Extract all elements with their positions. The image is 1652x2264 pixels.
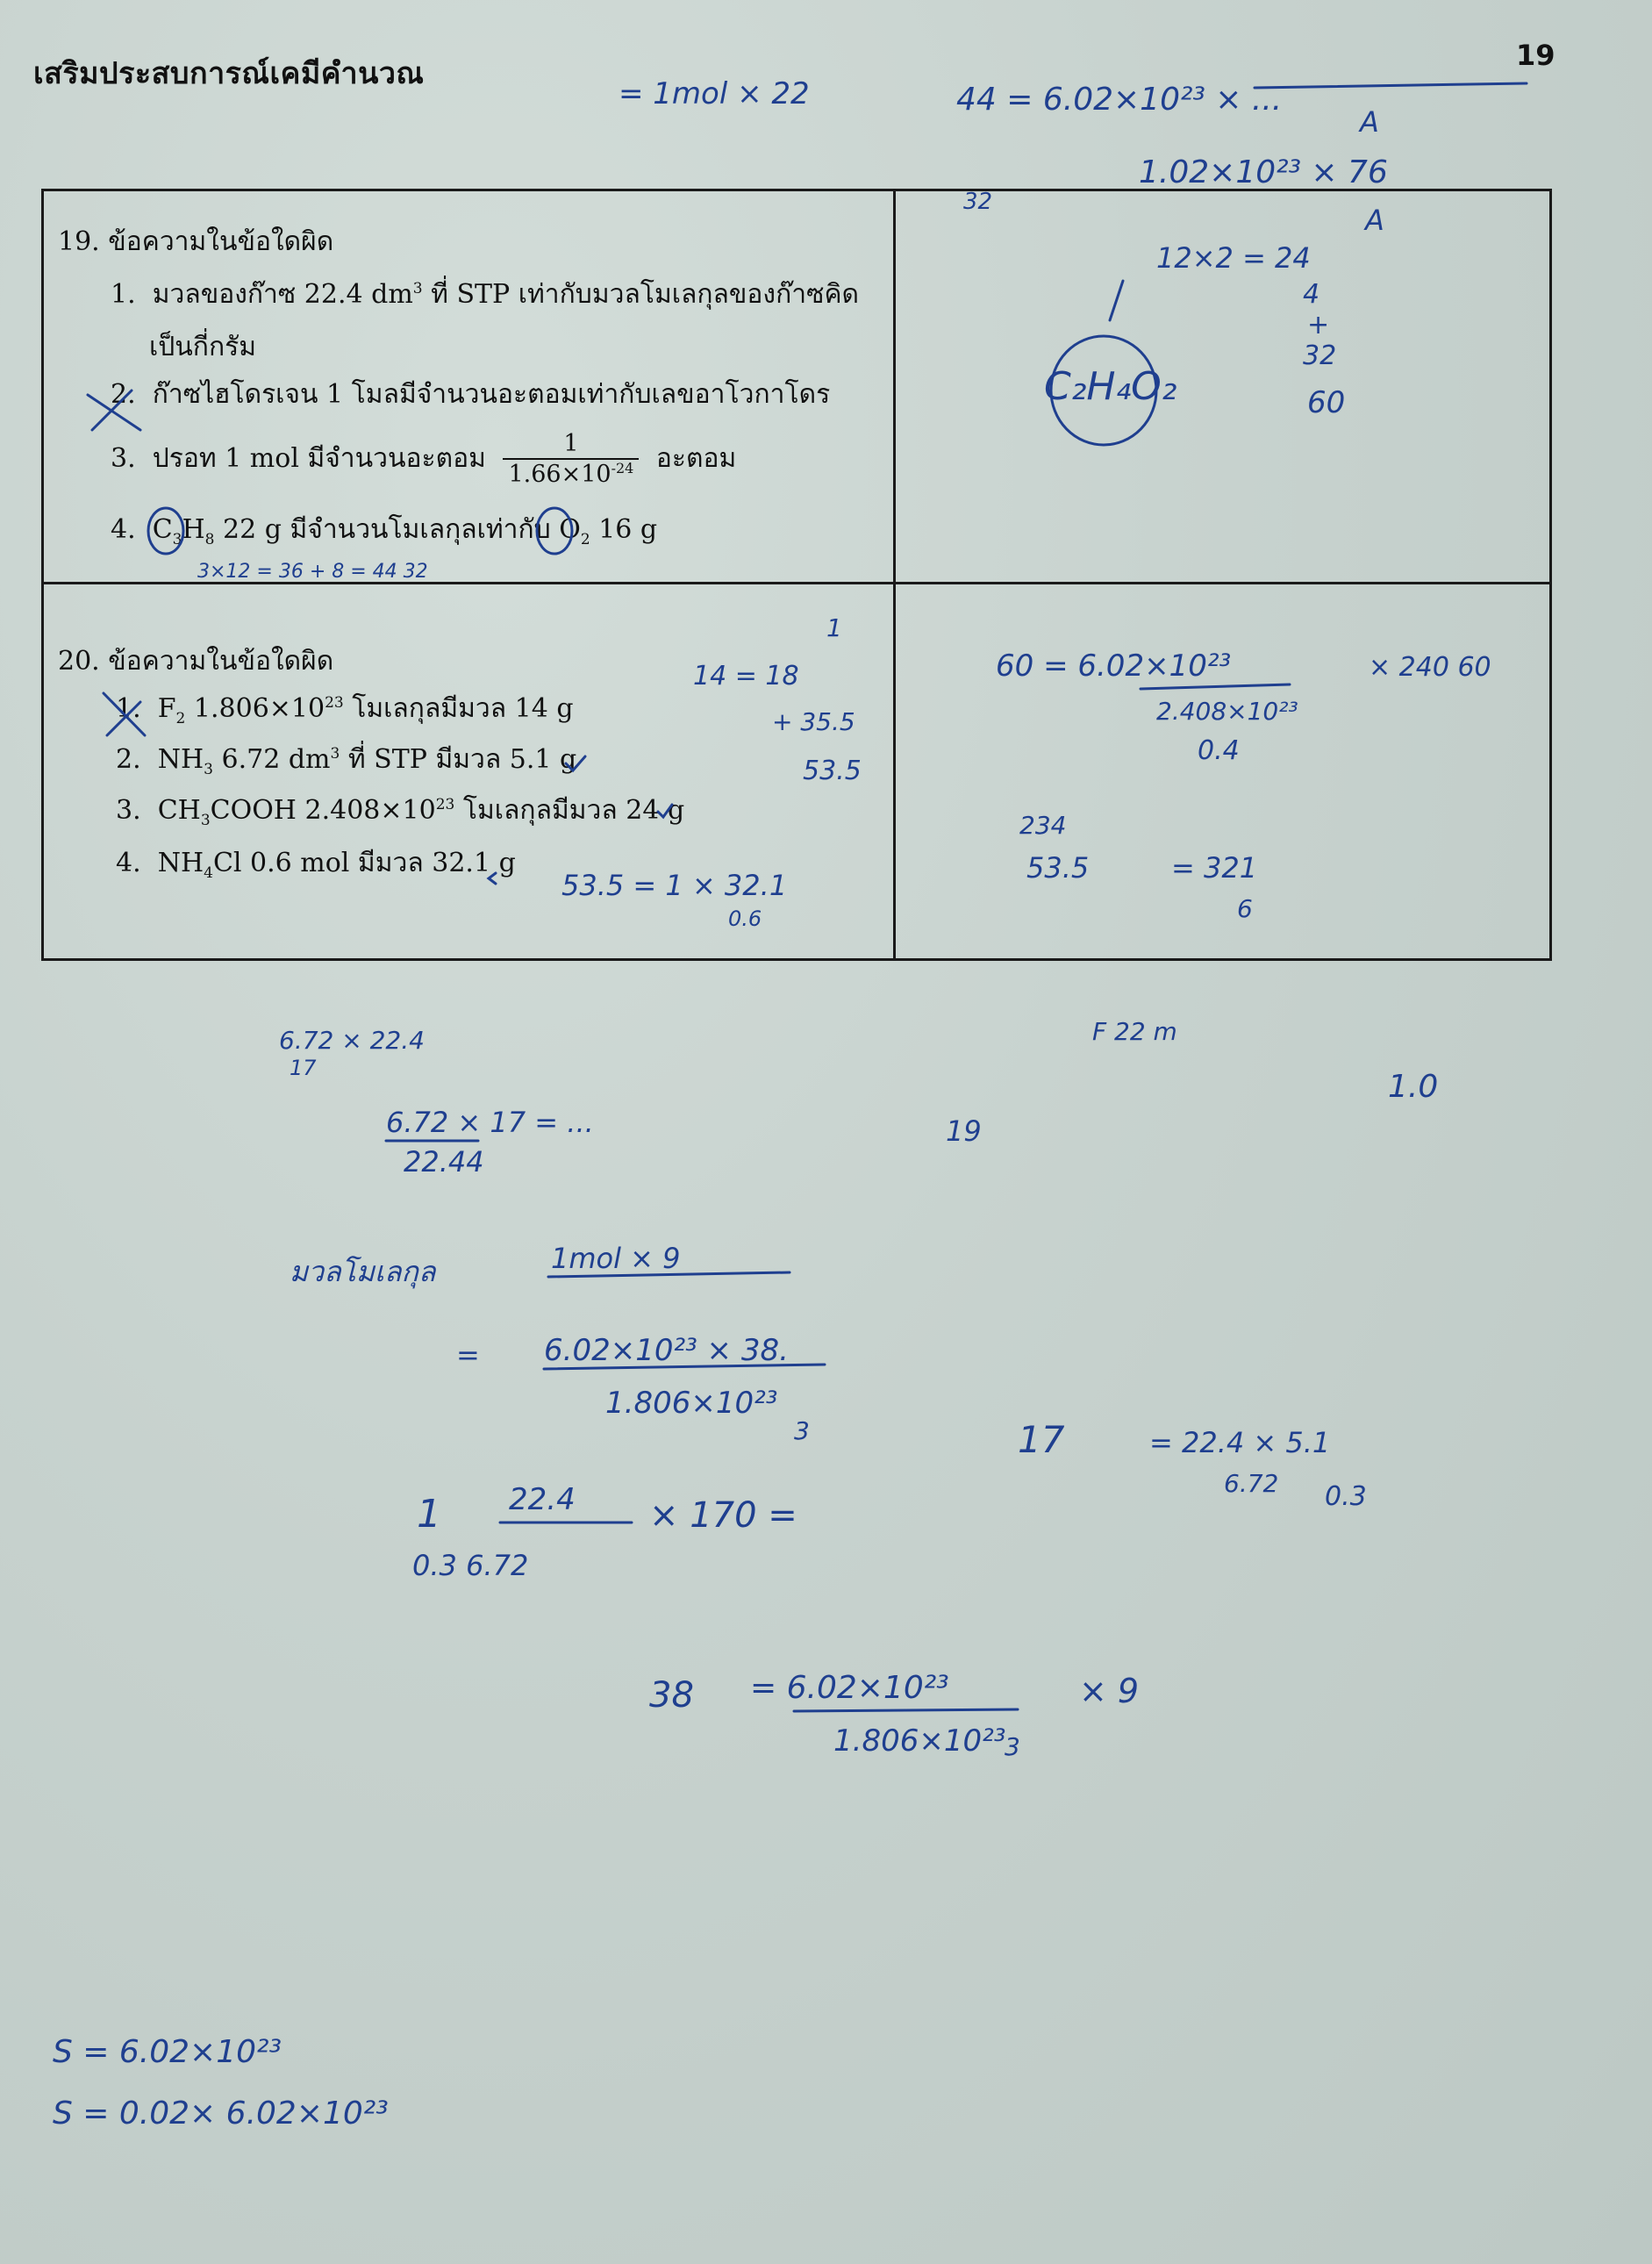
q20-choice-4 [116,848,516,882]
hw-q20-work-4: 53.5 [803,756,862,786]
q19-choice-3 [111,430,736,490]
hw-body-4c: 1.806×10²³ [605,1386,778,1421]
hw-body-6c: × 170 = [649,1495,797,1536]
hw-body-4b: 6.02×10²³ × 38. [544,1333,789,1368]
hw-body-7e: 3 [1005,1732,1020,1761]
subscript: 3 [172,531,182,548]
subscript: 2 [580,531,590,548]
superscript: 3 [330,745,340,763]
hw-body-3b: 1mol × 9 [551,1242,681,1275]
choice-formula: F [157,693,176,724]
choice-text-rest: ที่ STP เท่ากับมวลโมเลกุลของก๊าซคิด [422,279,859,310]
choice-text: ก๊าซไฮโดรเจน 1 โมลมีจำนวนอะตอมเท่ากับเลขอาโวกาโดร [152,379,831,410]
fraction-denominator [503,460,639,489]
hw-q20-work-3: + 35.5 [772,707,855,736]
hw-q19-under: 3×12 = 36 + 8 = 44 32 [197,561,428,583]
hw-body-6d: 0.3 6.72 [412,1549,529,1582]
hw-q20-right-2: × 240 60 [1369,652,1491,683]
hw-frac-line [544,1365,825,1369]
denominator-base: 1.66×10 [508,461,611,489]
hw-q20-right-1: 60 = 6.02×10²³ [996,648,1232,684]
subscript: 3 [204,761,213,778]
fraction-numerator: 1 [503,430,639,460]
hw-underline [1255,83,1527,88]
choice-number: 1. [111,279,136,310]
hw-body-5d: 0.3 [1325,1481,1367,1512]
superscript: 23 [325,694,344,712]
hw-top-a1: A [1360,105,1379,139]
subscript: 3 [200,812,211,829]
hw-q19-work-3: + [1307,310,1330,340]
hw-body-9a: S = 0.02× 6.02×10²³ [53,2096,389,2131]
choice-number: 4. [116,848,141,878]
q20-heading: 20. ข้อความในข้อใดผิด [58,646,334,677]
hw-body-7d: 1.806×10²³ [833,1723,1006,1759]
hw-top-a2: A [1365,204,1384,237]
table-divider-vertical [893,189,896,961]
choice-quantity: COOH 2.408×10 [210,795,436,826]
hw-q19-work-1: 12×2 = 24 [1156,241,1311,275]
hw-body-7b: = 6.02×10²³ [750,1670,949,1706]
choice-text-end: 16 g [590,514,658,545]
choice-text-rest: ที่ STP มีมวล 5.1 g [340,744,577,775]
hw-body-5a: 17 [1018,1418,1065,1461]
hw-body-f: F 22 m [1092,1017,1177,1046]
choice-text-rest: โมเลกุลมีมวล 14 g [343,693,574,724]
hw-q20-work-5: 53.5 = 1 × 32.1 [561,869,788,902]
choice-text-rest: อะตอม [655,442,737,474]
hw-body-4d: 3 [794,1416,810,1445]
hw-q19-work-4: 32 [1303,340,1337,371]
subscript: 8 [204,531,215,548]
hw-top-3: 1.02×10²³ × 76 [1139,154,1388,190]
superscript: 23 [435,796,455,813]
hw-q20-right-7: = 321 [1171,851,1258,885]
page-header-title: เสริมประสบการณ์เคมีคำนวณ [33,56,425,91]
hw-q20-work-6: 0.6 [728,906,762,931]
q19-choice-1 [111,279,859,311]
q20-choice-2 [116,744,576,778]
hw-body-10: 1.0 [1388,1069,1439,1105]
choice-number: 3. [116,795,141,826]
hw-underline [548,1272,790,1277]
choice-text-rest: มีมวล 32.1 g [349,848,516,878]
table-divider-horizontal [41,582,1552,584]
hw-body-3a: มวลโมเลกุล [290,1255,436,1288]
choice-number: 1. [116,693,141,724]
q19-heading: 19. ข้อความในข้อใดผิด [58,226,334,257]
choice-number: 2. [111,379,136,410]
hw-q19-work-2: 4 [1303,279,1320,310]
superscript: -24 [611,460,634,477]
q19-choice-2 [111,379,830,411]
choice-formula: NH [157,848,204,878]
hw-body-8a: S = 6.02×10²³ [53,2034,282,2070]
choice-number: 2. [116,744,141,775]
subscript: 4 [204,864,213,882]
hw-body-1b: 17 [290,1056,317,1080]
hw-body-6a: 1 [417,1492,441,1537]
hw-q20-right-8: 6 [1237,894,1253,923]
q19-choice-4 [111,514,657,548]
choice-text: มวลของก๊าซ 22.4 dm [152,279,413,310]
formula-c: C [152,514,173,545]
hw-top-2: 44 = 6.02×10²³ × ... [956,82,1283,118]
hw-body-7c: × 9 [1079,1672,1140,1710]
choice-text: ปรอท 1 mol มีจำนวนอะตอม [152,442,486,474]
hw-body-2b: 22.44 [404,1145,484,1179]
hw-body-6b: 22.4 [509,1482,576,1517]
fraction [503,430,639,490]
hw-q20-work-1: 1 [826,613,842,642]
q20-choice-1 [116,693,574,727]
q19-choice-1-continued: เป็นกี่กรัม [149,332,257,362]
hw-body-2: 6.72 × 17 = ... [386,1106,594,1139]
hw-q20-right-5: 234 [1019,811,1067,840]
hw-body-5b: = 22.4 × 5.1 [1149,1426,1331,1459]
choice-quantity: 6.72 dm [212,744,331,775]
hw-body-1: 6.72 × 22.4 [279,1026,425,1055]
hw-top-1: = 1mol × 22 [619,76,810,111]
choice-number: 4. [111,514,136,545]
hw-body-19: 19 [946,1114,982,1148]
choice-formula: CH [157,795,201,826]
superscript: 3 [412,280,423,297]
hw-frac-line [794,1709,1018,1711]
hw-q19-work-5: 60 [1307,385,1346,420]
hw-q20-right-3: 2.408×10²³ [1156,697,1298,726]
subscript: 2 [175,710,186,727]
formula-h: H [182,514,205,545]
hw-q19-formula: C₂H₄O₂ [1044,364,1177,409]
hw-top-32: 32 [963,189,993,215]
choice-text-rest: โมเลกุลมีมวล 24 g [454,795,685,826]
choice-quantity: Cl 0.6 mol [212,848,350,878]
q20-choice-3 [116,795,684,829]
choice-formula: NH [157,744,204,775]
choice-number: 3. [111,442,136,474]
hw-body-5c: 6.72 [1224,1469,1279,1498]
hw-q20-right-6: 53.5 [1026,851,1090,885]
hw-q20-right-4: 0.4 [1198,735,1240,766]
hw-body-4a: = [456,1338,480,1372]
hw-body-7a: 38 [649,1675,694,1716]
hw-q20-work-2: 14 = 18 [693,661,799,691]
choice-text-rest: 22 g มีจำนวนโมเลกุลเท่ากับ O [214,514,581,545]
choice-quantity: 1.806×10 [185,693,325,724]
page-number: 19 [1516,39,1555,72]
